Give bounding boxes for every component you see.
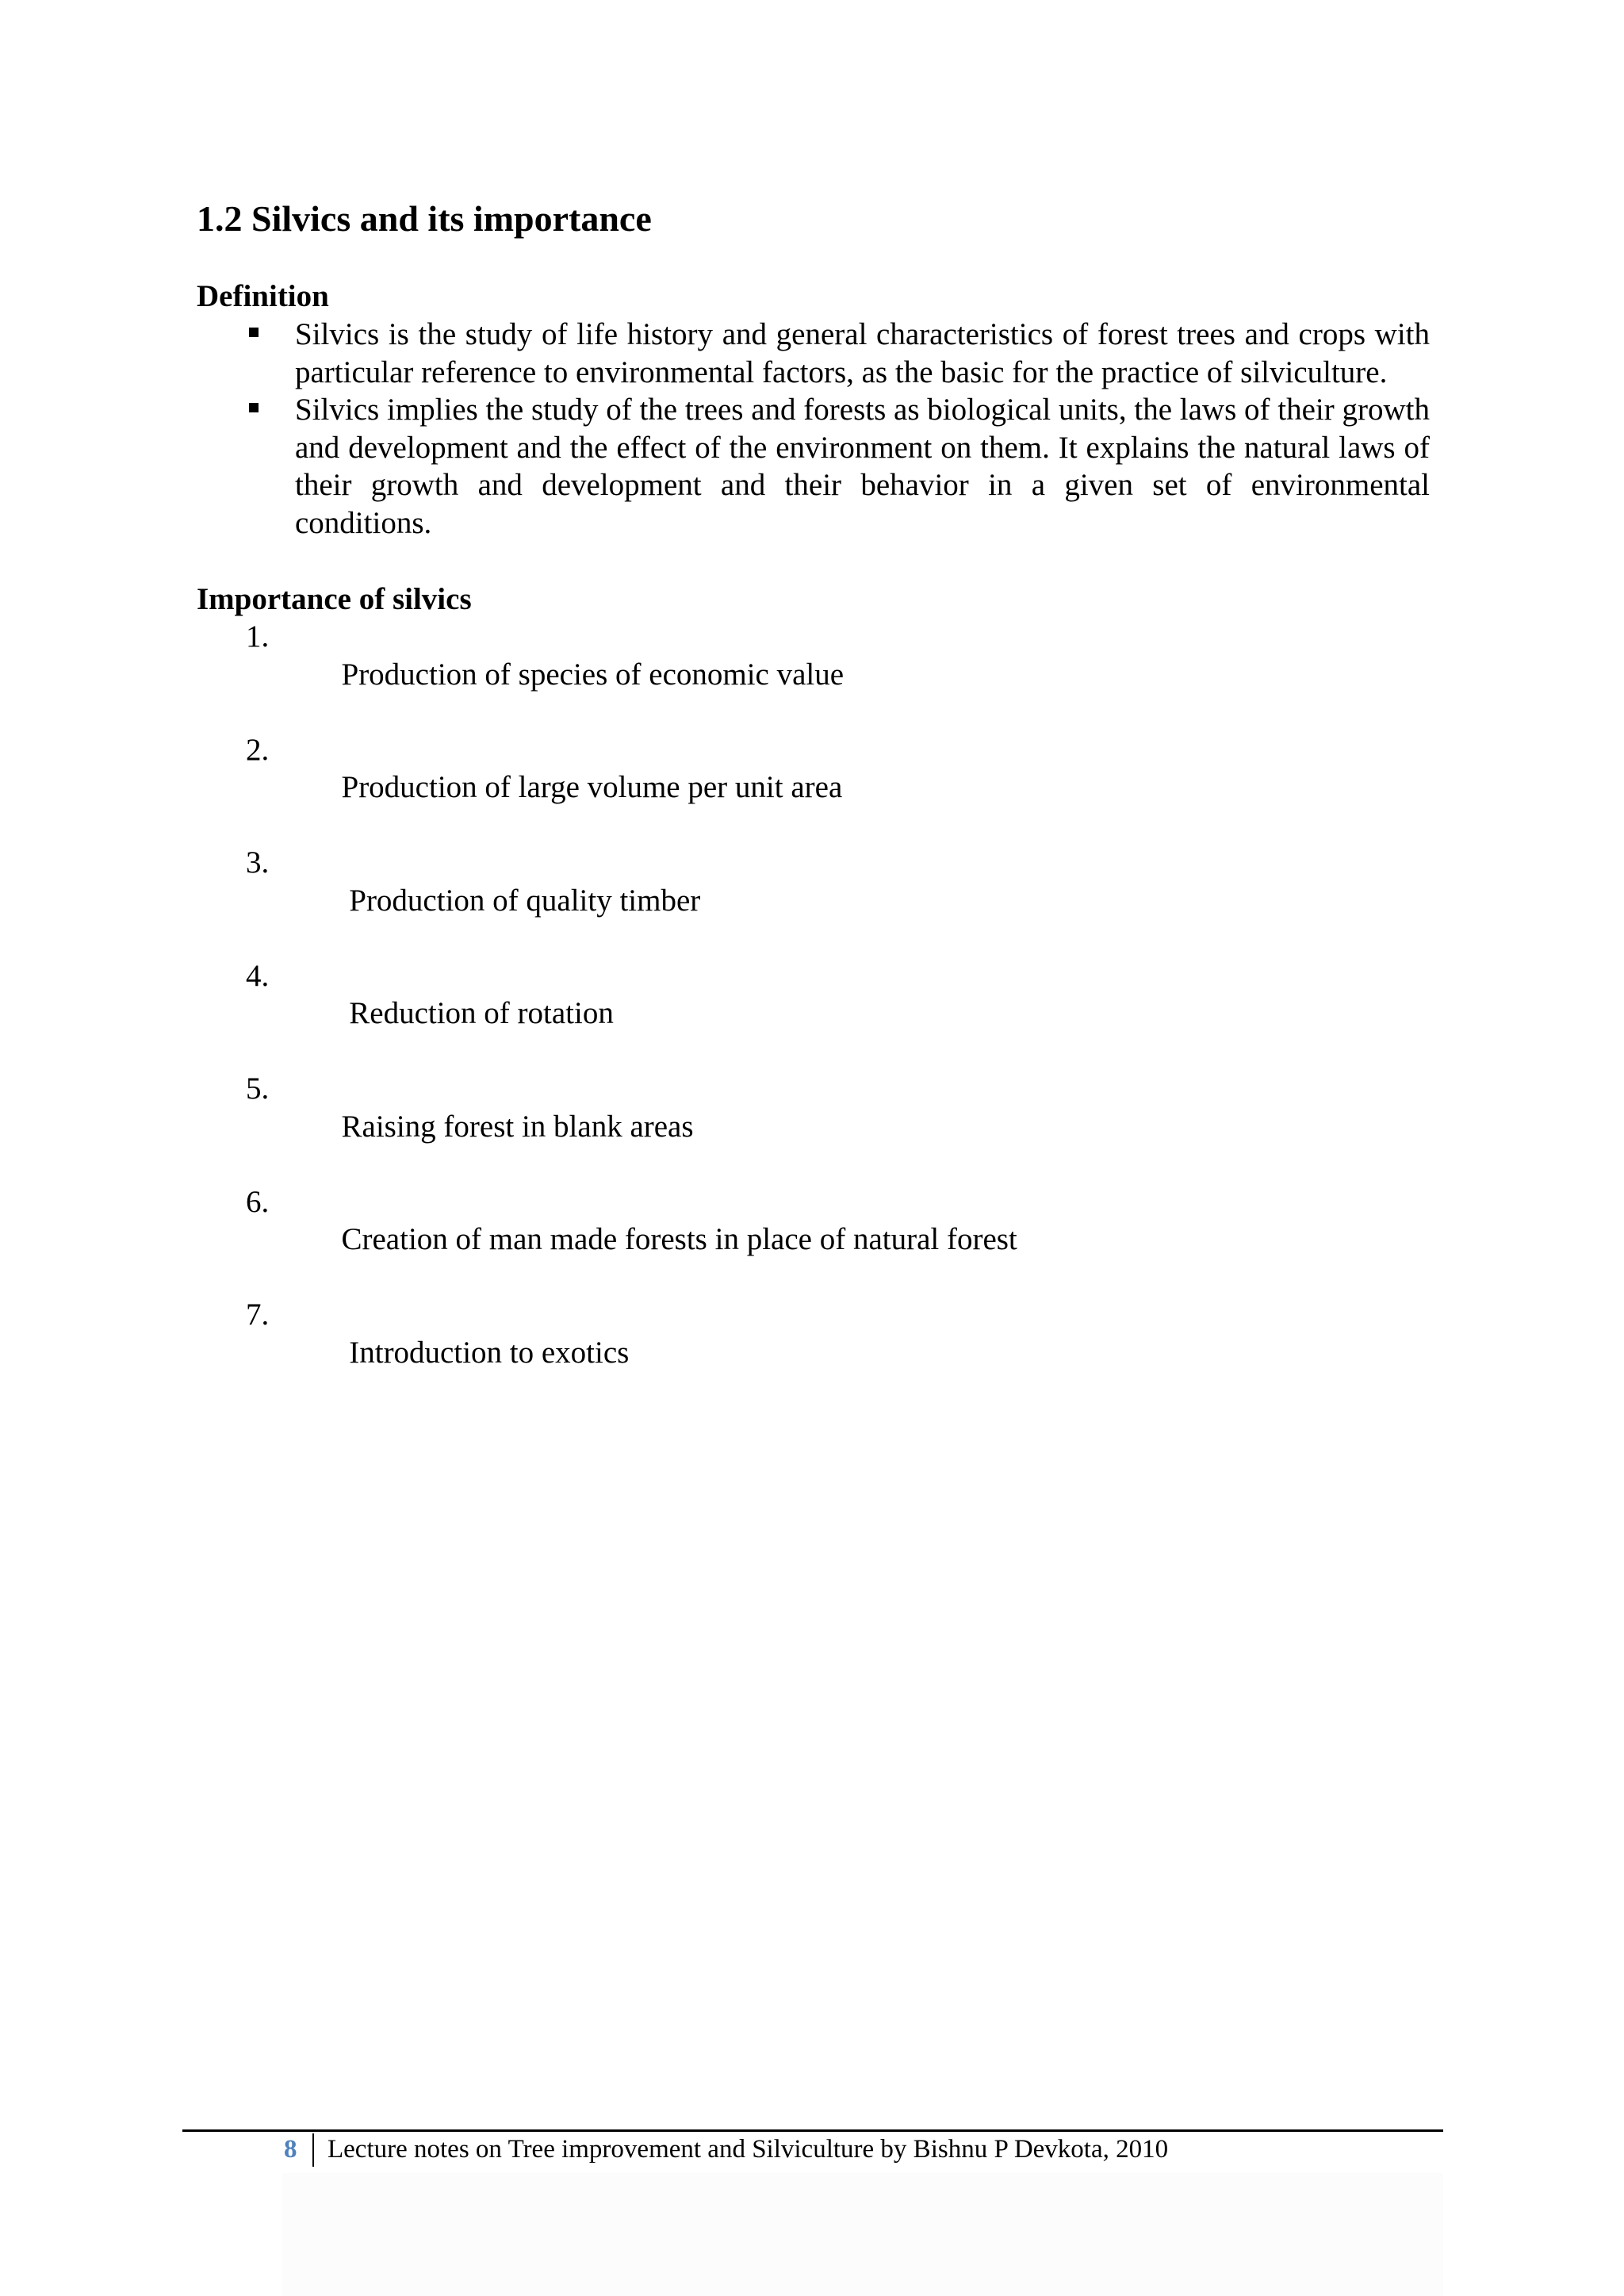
list-item-text: Reduction of rotation: [341, 996, 614, 1030]
footer-separator: [312, 2133, 314, 2167]
list-item-text: Creation of man made forests in place of natural forest: [341, 1222, 1017, 1256]
definition-subheading: Definition: [197, 279, 329, 313]
square-bullet-icon: [249, 328, 259, 337]
list-number: 2.: [246, 732, 270, 767]
list-number: 6.: [246, 1184, 270, 1219]
definition-bullet-item: [197, 316, 1430, 391]
importance-list-item: [197, 844, 1017, 957]
importance-list-item: [197, 731, 1017, 845]
list-number: 3.: [246, 845, 270, 880]
importance-list-item: [197, 1183, 1017, 1297]
importance-list-item: [197, 957, 1017, 1071]
importance-list-item: [197, 1296, 1017, 1409]
list-item-text: Production of species of economic value: [341, 657, 845, 692]
definition-bullet-text: Silvics is the study of life history and general characteristics of forest trees and crops with particular reference to environmental factors, as the basic for the practice of silviculture.: [295, 317, 1430, 389]
importance-list-item: [197, 618, 1017, 731]
list-number: 7.: [246, 1297, 270, 1332]
page-number: 8: [284, 2135, 297, 2164]
footer-text: Lecture notes on Tree improvement and Silviculture by Bishnu P Devkota, 2010: [327, 2135, 1169, 2164]
square-bullet-icon: [249, 403, 259, 412]
footer-shade: [282, 2173, 1443, 2296]
definition-bullet-item: [197, 391, 1430, 542]
importance-list-item: [197, 1070, 1017, 1183]
list-number: 1.: [246, 619, 270, 654]
importance-numbered-list: [197, 618, 1017, 1409]
list-item-text: Production of quality timber: [341, 883, 701, 918]
importance-subheading: Importance of silvics: [197, 582, 472, 616]
list-number: 4.: [246, 958, 270, 993]
list-item-text: Introduction to exotics: [341, 1335, 630, 1370]
definition-bullet-list: [197, 316, 1430, 542]
list-item-text: Raising forest in blank areas: [341, 1109, 694, 1144]
section-heading: 1.2 Silvics and its importance: [197, 198, 652, 239]
list-item-text: Production of large volume per unit area: [341, 770, 843, 804]
definition-bullet-text: Silvics implies the study of the trees and forests as biological units, the laws of their growth and development and the effect of the environment on them. It explains the natural laws of their growth and development and their behavior in a given set of environmental conditions.: [295, 393, 1430, 540]
list-number: 5.: [246, 1071, 270, 1106]
